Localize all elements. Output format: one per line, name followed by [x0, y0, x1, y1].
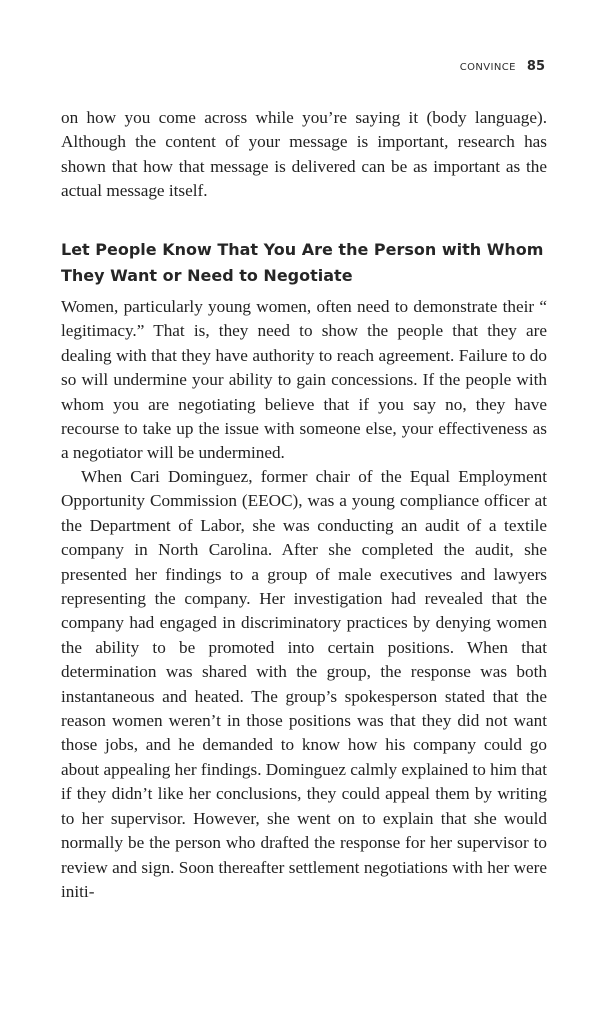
paragraph-legitimacy: Women, particularly young women, often need to demonstrate their “ legitimacy.” That is, they need to show the people that they are dealing with that they have authority to reach agreement. Failure to do so will undermine your ability to gain concessions. If the people with whom you are negotiating believe that if you say no, they have recourse to take up the issue with someone else, your effectiveness as a negotiator will be undermined. — [61, 297, 547, 463]
paragraph-dominguez-story: When Cari Dominguez, former chair of the Equal Employment Opportunity Commission (EEOC), was a young compliance officer at the Department of Labor, she was conducting an audit of a textile company in North Carolina. After she completed the audit, she presented her findings to a group of male executives and lawyers representing the company. Her investigation had revealed that the company had engaged in discriminatory practices by denying women the ability to be promoted into certain positions. When that determination was shared with the group, the response was both instantaneous and heated. The group’s spokesperson stated that the reason women weren’t in those positions was that they did not want those jobs, and he demanded to know how his company could go about appealing her findings. Dominguez calmly explained to him that if they didn’t like her conclusions, they could appeal them by writing to her supervisor. However, she went on to explain that she would normally be the person who drafted the response for her supervisor to review and sign. Soon thereafter settlement negotiations with her were initi- — [61, 467, 547, 901]
running-head — [460, 55, 545, 74]
running-head-title: CONVINCE — [459, 62, 516, 73]
paragraph-continued: on how you come across while you’re saying it (body language). Although the content of your message is important, research has shown that how that message is delivered can be as important as the actual message itself. — [61, 108, 547, 201]
section-heading: Let People Know That You Are the Person with Whom They Want or Need to Negotiate — [61, 240, 544, 285]
page-number: 85 — [526, 59, 545, 74]
